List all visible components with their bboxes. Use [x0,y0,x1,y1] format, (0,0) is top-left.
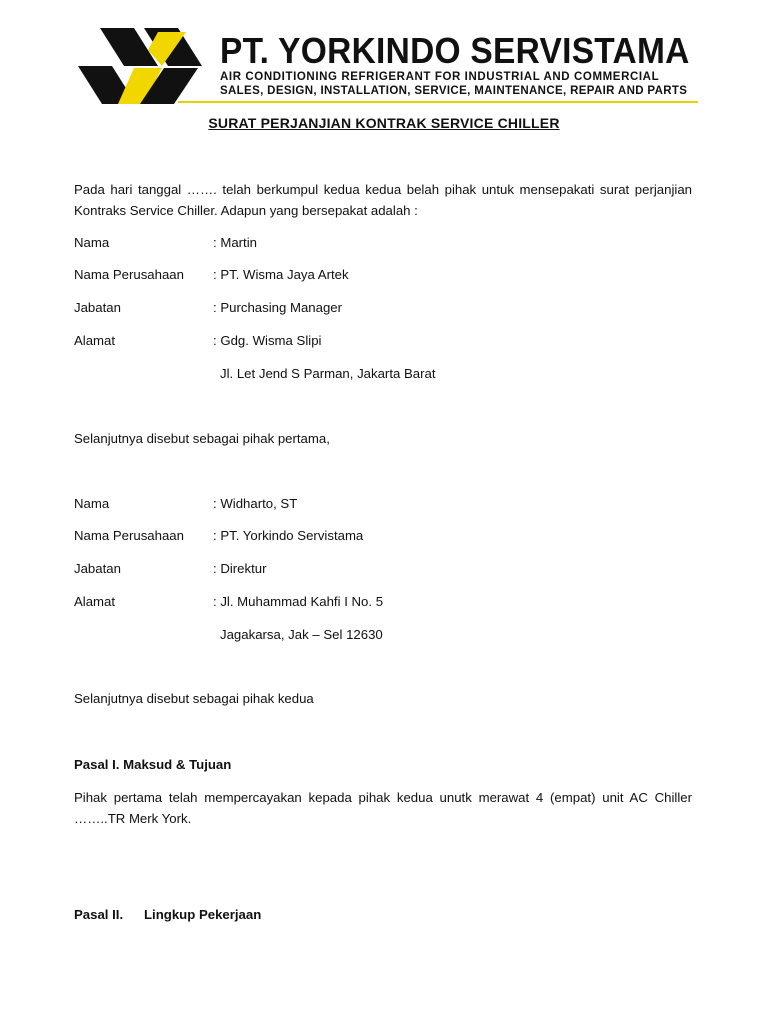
pasal2-heading-row [74,907,262,922]
field-label: Alamat [74,333,116,348]
company-name: PT. YORKINDO SERVISTAMA [220,30,690,71]
pasal2-heading: Lingkup Pekerjaan [144,907,262,922]
party1-alamat-line2: Jl. Let Jend S Parman, Jakarta Barat [220,366,436,381]
field-label: Nama Perusahaan [74,267,184,282]
field-label: Nama Perusahaan [74,528,184,543]
field-value: : Purchasing Manager [213,300,343,315]
field-label: Nama [74,235,110,250]
field-label: Alamat [74,594,116,609]
field-value: : Martin [213,235,257,250]
letterhead [78,28,698,108]
party2-alamat-line2: Jagakarsa, Jak – Sel 12630 [220,627,383,642]
tagline-line-2: SALES, DESIGN, INSTALLATION, SERVICE, MAINTENANCE, REPAIR AND PARTS [220,85,688,97]
field-value: : Gdg. Wisma Slipi [213,333,322,348]
field-value: : PT. Yorkindo Servistama [213,528,364,543]
yorkindo-logo-icon [78,28,223,108]
party2-closing: Selanjutnya disebut sebagai pihak kedua [74,691,314,706]
field-label: Nama [74,496,110,511]
document-title: SURAT PERJANJIAN KONTRAK SERVICE CHILLER [208,115,560,131]
pasal2-number: Pasal II. [74,907,124,922]
pasal1-heading: Pasal I. Maksud & Tujuan [74,757,232,772]
party1-closing: Selanjutnya disebut sebagai pihak pertama, [74,431,330,446]
field-value: : Direktur [213,561,267,576]
field-label: Jabatan [74,300,121,315]
header-rule [178,101,698,103]
intro-paragraph: Pada hari tanggal ……. telah berkumpul kedua kedua belah pihak untuk mensepakati surat perjanjian Kontraks Service Chiller. Adapun yang bersepakat adalah : [74,182,692,218]
tagline-line-1: AIR CONDITIONING REFRIGERANT FOR INDUSTRIAL AND COMMERCIAL [220,71,660,83]
field-value: : PT. Wisma Jaya Artek [213,267,349,282]
field-label: Jabatan [74,561,121,576]
pasal1-text: Pihak pertama telah mempercayakan kepada pihak kedua unutk merawat 4 (empat) unit AC Chiller ……..TR Merk York. [74,790,692,826]
field-value: : Jl. Muhammad Kahfi I No. 5 [213,594,384,609]
field-value: : Widharto, ST [213,496,298,511]
